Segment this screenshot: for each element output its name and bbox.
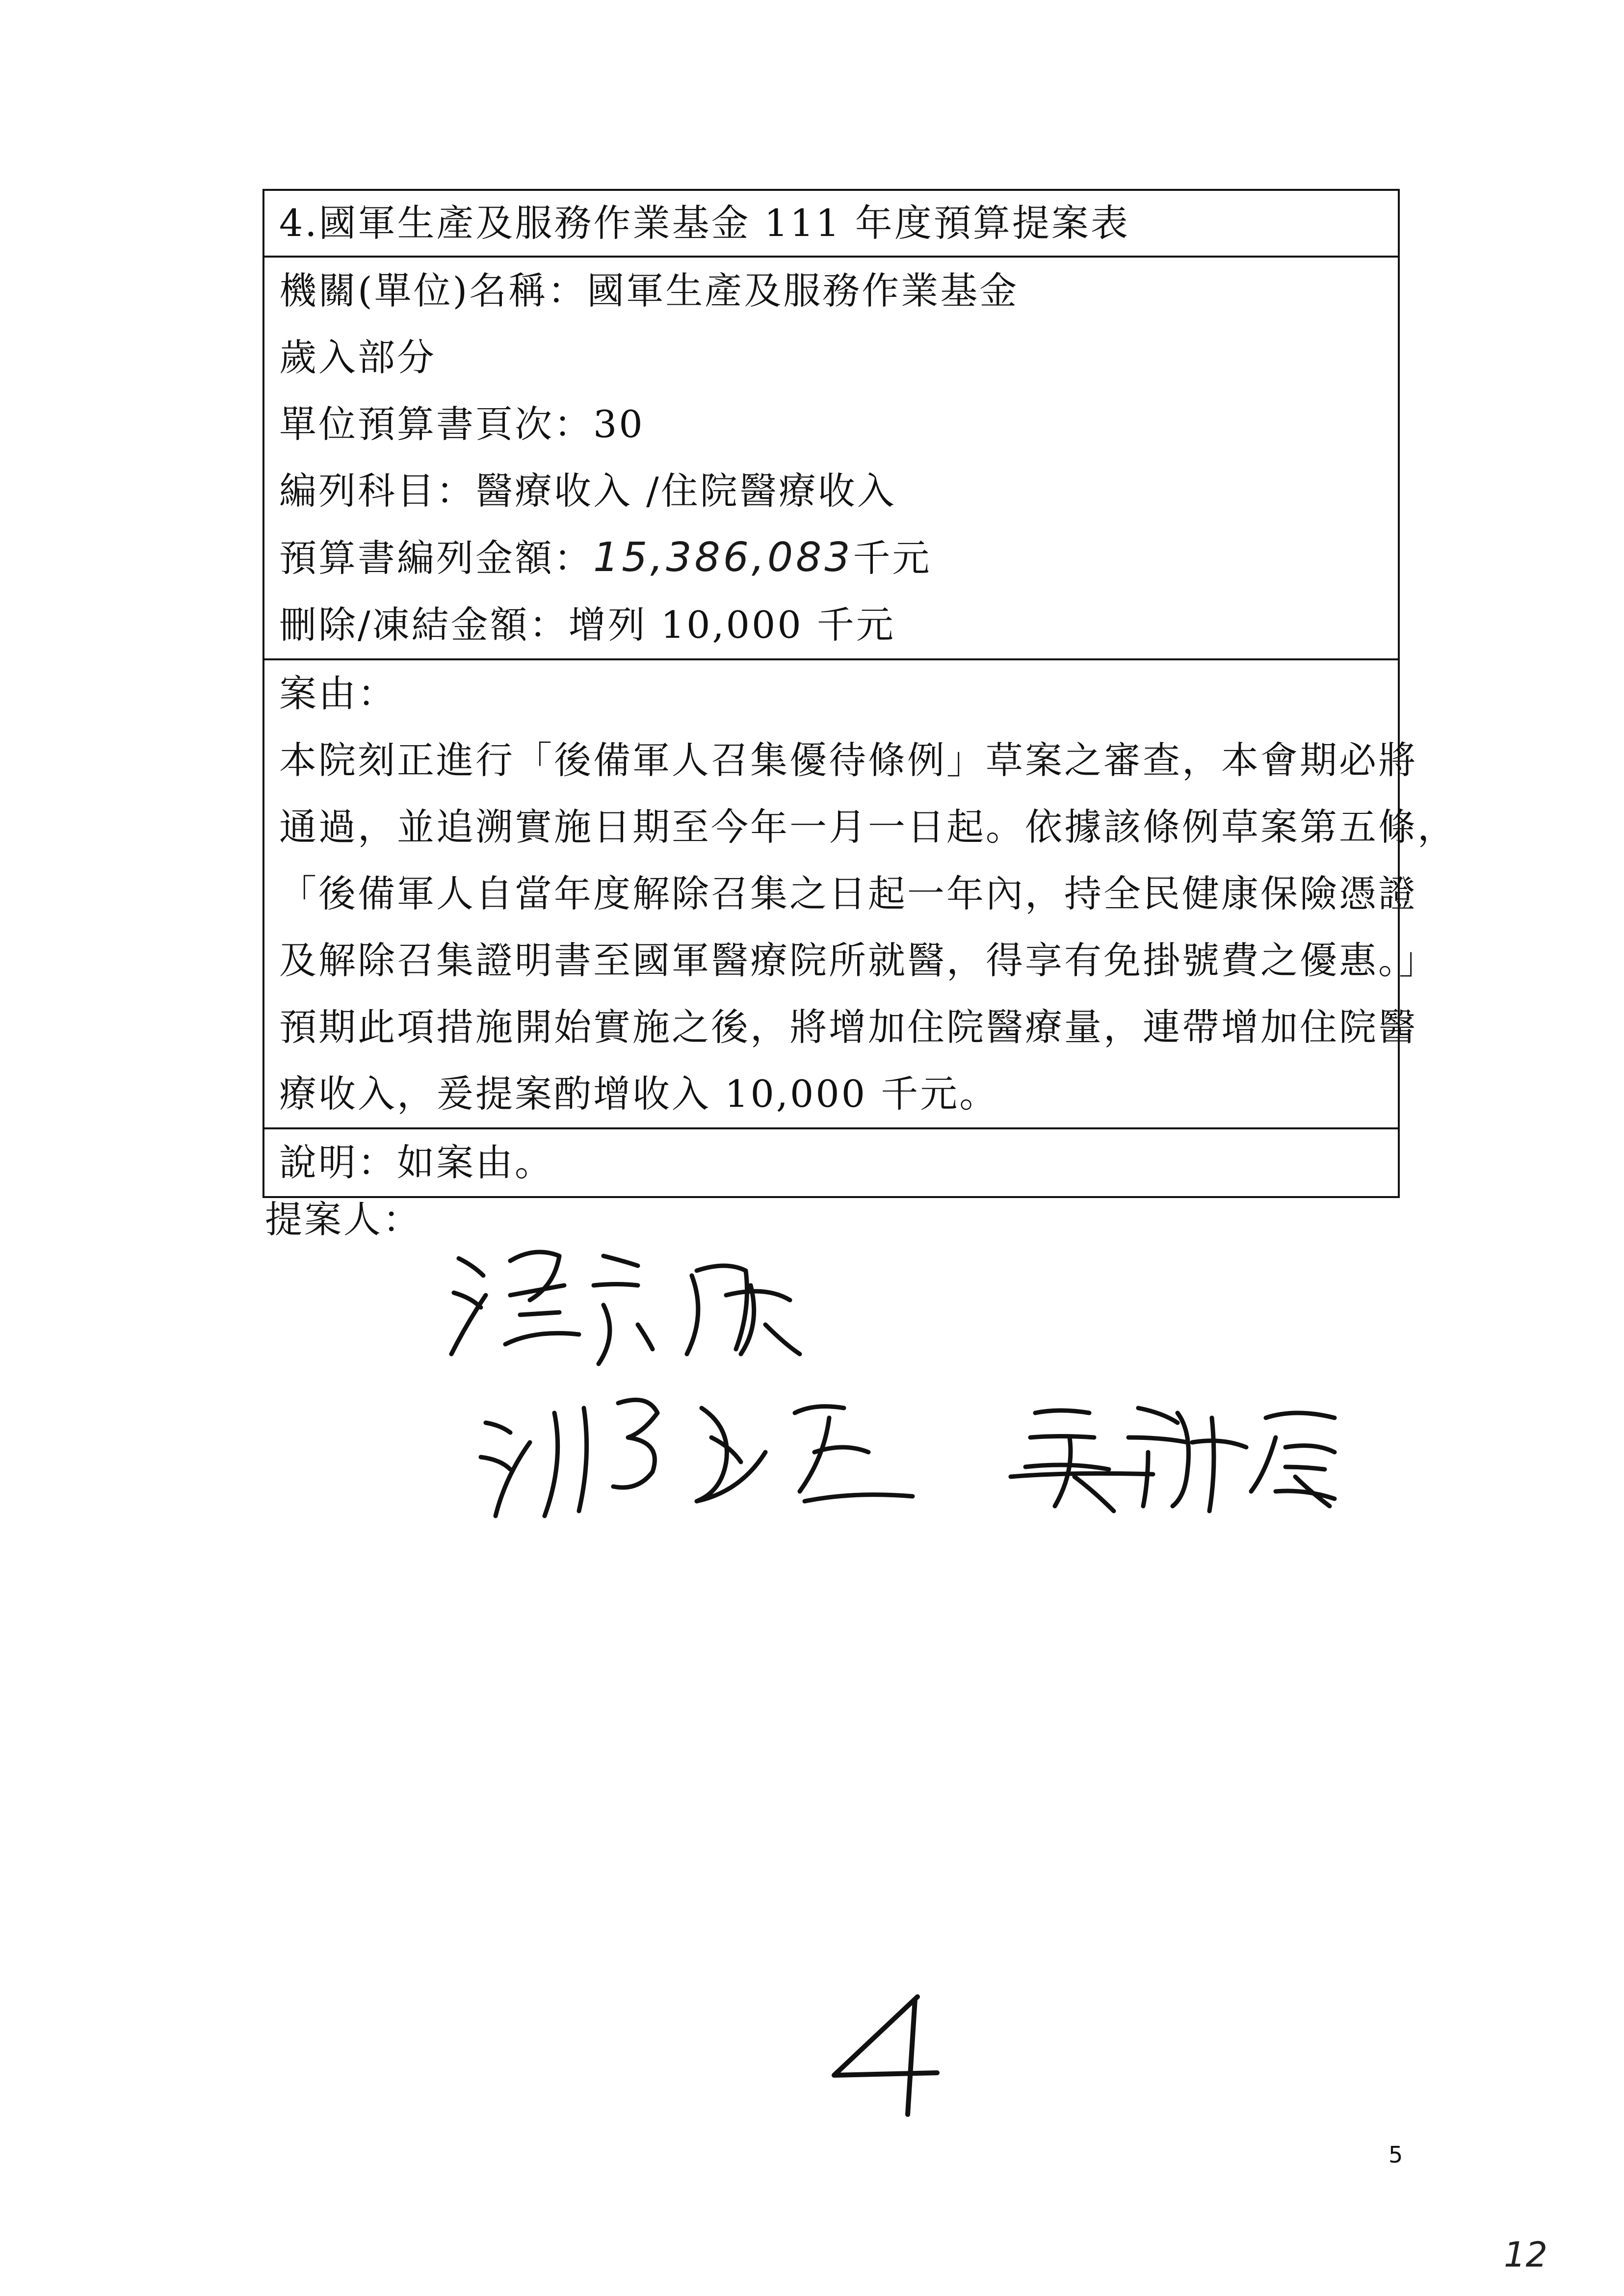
explanation-text: 說明：如案由。 xyxy=(279,1141,554,1184)
reason-line: 「後備軍人自當年度解除召集之日起一年內，持全民健康保險憑證 xyxy=(279,872,1417,915)
reason-row xyxy=(264,660,1457,1129)
corner-handwritten-mark: 12 xyxy=(1504,2235,1548,2275)
change-amount: 刪除/凍結金額：增列 10,000 千元 xyxy=(279,603,895,647)
budget-amount xyxy=(279,524,1383,592)
section-label: 歲入部分 xyxy=(279,336,436,379)
form-title-row xyxy=(264,191,1398,258)
reason-line: 預期此項措施開始實施之後，將增加住院醫療量，連帶增加住院醫 xyxy=(279,1005,1417,1049)
reason-line: 通過，並追溯實施日期至今年一月一日起。依據該條例草案第五條， xyxy=(279,805,1457,849)
proposer-label: 提案人： xyxy=(265,1198,422,1241)
signature-2 xyxy=(481,1400,913,1516)
budget-item: 編列科目：醫療收入 /住院醫療收入 xyxy=(279,469,896,513)
signature-1 xyxy=(451,1252,800,1364)
reason-line: 及解除召集證明書至國軍醫療院所就醫，得享有免掛號費之優惠。」 xyxy=(279,939,1438,982)
reason-heading: 案由： xyxy=(279,672,397,715)
budget-amount-label: 預算書編列金額： xyxy=(279,536,593,580)
form-info-row xyxy=(264,258,1398,660)
budget-page: 單位預算書頁次：30 xyxy=(279,402,645,446)
reason-line: 療收入，爰提案酌增收入 10,000 千元。 xyxy=(279,1072,999,1116)
page-number: 5 xyxy=(1388,2141,1403,2168)
form-title: 4.國軍生產及服務作業基金 111 年度預算提案表 xyxy=(279,201,1130,245)
agency-name: 機關(單位)名稱：國軍生產及服務作業基金 xyxy=(279,269,1019,313)
budget-amount-unit: 千元 xyxy=(853,536,932,580)
reason-line: 本院刻正進行「後備軍人召集優待條例」草案之審查，本會期必將 xyxy=(279,738,1417,782)
signature-3 xyxy=(1011,1408,1335,1511)
handwritten-number xyxy=(824,1992,952,2119)
proposal-form-table xyxy=(262,189,1457,1198)
budget-amount-handwritten: 15,386,083 xyxy=(593,534,853,581)
explanation-row xyxy=(264,1129,1398,1196)
